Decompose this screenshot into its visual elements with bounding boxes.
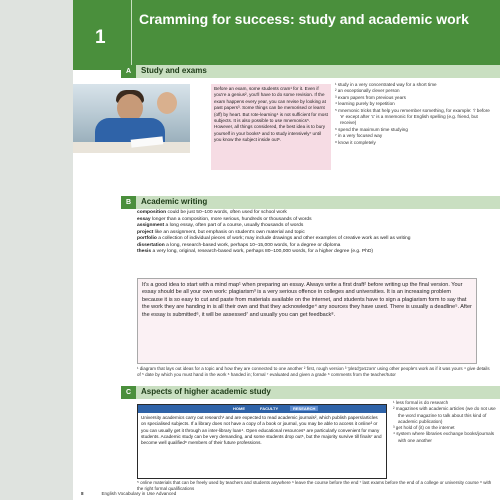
section-a-text-box <box>211 84 331 170</box>
section-c-footnotes <box>137 480 493 492</box>
glossary-item: ³ get hold of (it) on the internet <box>393 425 455 431</box>
section-c-letter: C <box>121 386 136 399</box>
section-a-title: Study and exams <box>141 66 207 75</box>
section-b-bar <box>73 196 500 209</box>
glossary-item: ⁶ spend the maximum time studying <box>335 126 408 132</box>
glossary-item: ¹ less formal is do research <box>393 400 449 405</box>
definition-term: essay <box>137 216 151 222</box>
section-c-bar <box>73 386 500 399</box>
textbook-page <box>73 0 500 500</box>
definition-text: could be just 50–100 words, often used for school work <box>167 210 287 215</box>
nav-faculty: FACULTY <box>260 406 279 411</box>
section-a-paragraph: Before an exam, some students cram¹ for it. Even if you're a genius², you'll have to do some revision. If the exam happens every year, you can revise by looking at past papers³. Some things can be memorised or learnt (off) by heart. But rote-learning⁴ is not sufficient for most subjects. It is also possible to use mnemonics⁵. However, all things considered, the best idea is to bury yourself in your books⁶ and to study intensively⁷ until you know the subject inside out⁸. <box>214 86 328 143</box>
website-body <box>141 415 384 446</box>
section-a-bar <box>73 65 500 78</box>
glossary-item: ¹ study in a very concentrated way for a short time <box>335 82 437 87</box>
glossary-item: ⁴ learning purely by repetition <box>335 101 395 107</box>
glossary-item: ⁵ mnemonic tricks that help you remember something, for example: 'i' before 'e' except after 'c' is a mnemonic for English spelling (e.g. friend, but receive) <box>335 107 490 126</box>
section-a-glossary <box>335 82 495 146</box>
definition-term: dissertation <box>137 242 165 248</box>
definition-term: assignment <box>137 223 165 229</box>
page-footer <box>81 491 176 496</box>
unit-number: 1 <box>95 27 106 48</box>
nav-home: HOME <box>233 406 245 411</box>
definition-text: longer than a composition, more serious, hundreds or thousands of words <box>151 216 312 222</box>
section-b-title: Academic writing <box>141 197 208 206</box>
unit-header <box>73 0 500 70</box>
footnote-text: ¹ diagram that lays out ideas for a topic and how they are connected to one another ² first, rough version ³ 'pleɪdʒərɪzəm' using other people's work as if it was yours ⁴ give details of ⁵ date by which you must hand in the work ⁶ handed in; formal ⁷ evaluated and given a grade ⁸ comments from the teacher/tutor <box>137 366 490 378</box>
footnote-text: ⁵ online materials that can be freely used by teachers and students anywhere ⁶ leave the course before the end ⁷ last exams before the end of a college or university course ⁸ with the right formal qualifications <box>137 480 492 492</box>
section-b-letter: B <box>121 196 136 209</box>
definition-text: a very long, original, research-based work, perhaps 80–100,000 words, for a higher degree (e.g. PhD) <box>152 249 373 255</box>
definition-text: a long essay, often part of a course, usually thousands of words <box>165 223 304 229</box>
definition-term: thesis <box>137 249 152 255</box>
section-c-title: Aspects of higher academic study <box>141 387 271 396</box>
definition-row <box>137 249 497 256</box>
definition-term: project <box>137 229 154 235</box>
students-photo <box>73 84 190 153</box>
definition-text: like an assignment, but emphasis on student's own material and topic <box>154 229 305 235</box>
definition-term: composition <box>137 210 167 215</box>
website-nav <box>138 405 386 413</box>
glossary-item: ² an exceptionally clever person <box>335 88 400 94</box>
glossary-item: ⁷ in a very focused way <box>335 133 383 139</box>
unit-title: Cramming for success: study and academic work <box>139 11 469 27</box>
glossary-item: ³ exam papers from previous years <box>335 94 406 100</box>
section-c-paragraph: University academics carry out research¹ and are expected to read academic journals², which publish papers/articles on specialised subjects. If a library does not have a copy of a book or journal, you may be able to access it online³ or you can usually get it through an inter-library loan⁴. Open educational resources⁵ are particularly convenient for many students. Academic study can be very demanding, and some students drop out⁶, but the majority survive till finals⁷ and become well qualified⁸ members of their future professions. <box>141 415 382 446</box>
page-number: 8 <box>81 491 84 496</box>
section-b-paragraph: It's a good idea to start with a mind map¹ when preparing an essay. Always write a first draft² before writing up the final version. Your essay should be all your own work: plagiarism³ is a very serious offence in colleges and universities. It is an increasing problem because it is so easy to cut and paste from materials available on the internet, and students have to sign a plagiarism form to say that the work they are handing in is all their own and that they acknowledge⁴ any sources they have used. There is usually a deadline⁵. After the essay is submitted⁶, it will be assessed⁷ and usually you can get feedback⁸. <box>142 282 472 318</box>
glossary-item: ² magazines with academic articles (we do not use the word magazine to talk about this kind of academic publication) <box>393 406 496 424</box>
definition-term: portfolio <box>137 236 157 242</box>
glossary-item: ⁸ know it completely <box>335 139 376 145</box>
header-divider <box>131 0 132 70</box>
definition-text: a collection of individual pieces of work; may include drawings and other examples of creative work as well as writing <box>158 236 411 242</box>
section-b-definitions <box>137 210 497 256</box>
definition-text: a long, research-based work, perhaps 10–15,000 words, for a degree or diploma <box>166 242 341 248</box>
glossary-item: ⁴ system where libraries exchange books/journals with one another <box>393 431 495 443</box>
section-b-text-box <box>137 278 477 364</box>
nav-research: RESEARCH <box>290 406 318 411</box>
section-c-glossary <box>393 400 497 444</box>
book-title: English Vocabulary in Use Advanced <box>101 491 177 496</box>
website-mockup <box>137 404 387 479</box>
section-b-footnotes <box>137 366 493 378</box>
section-a-letter: A <box>121 65 136 78</box>
